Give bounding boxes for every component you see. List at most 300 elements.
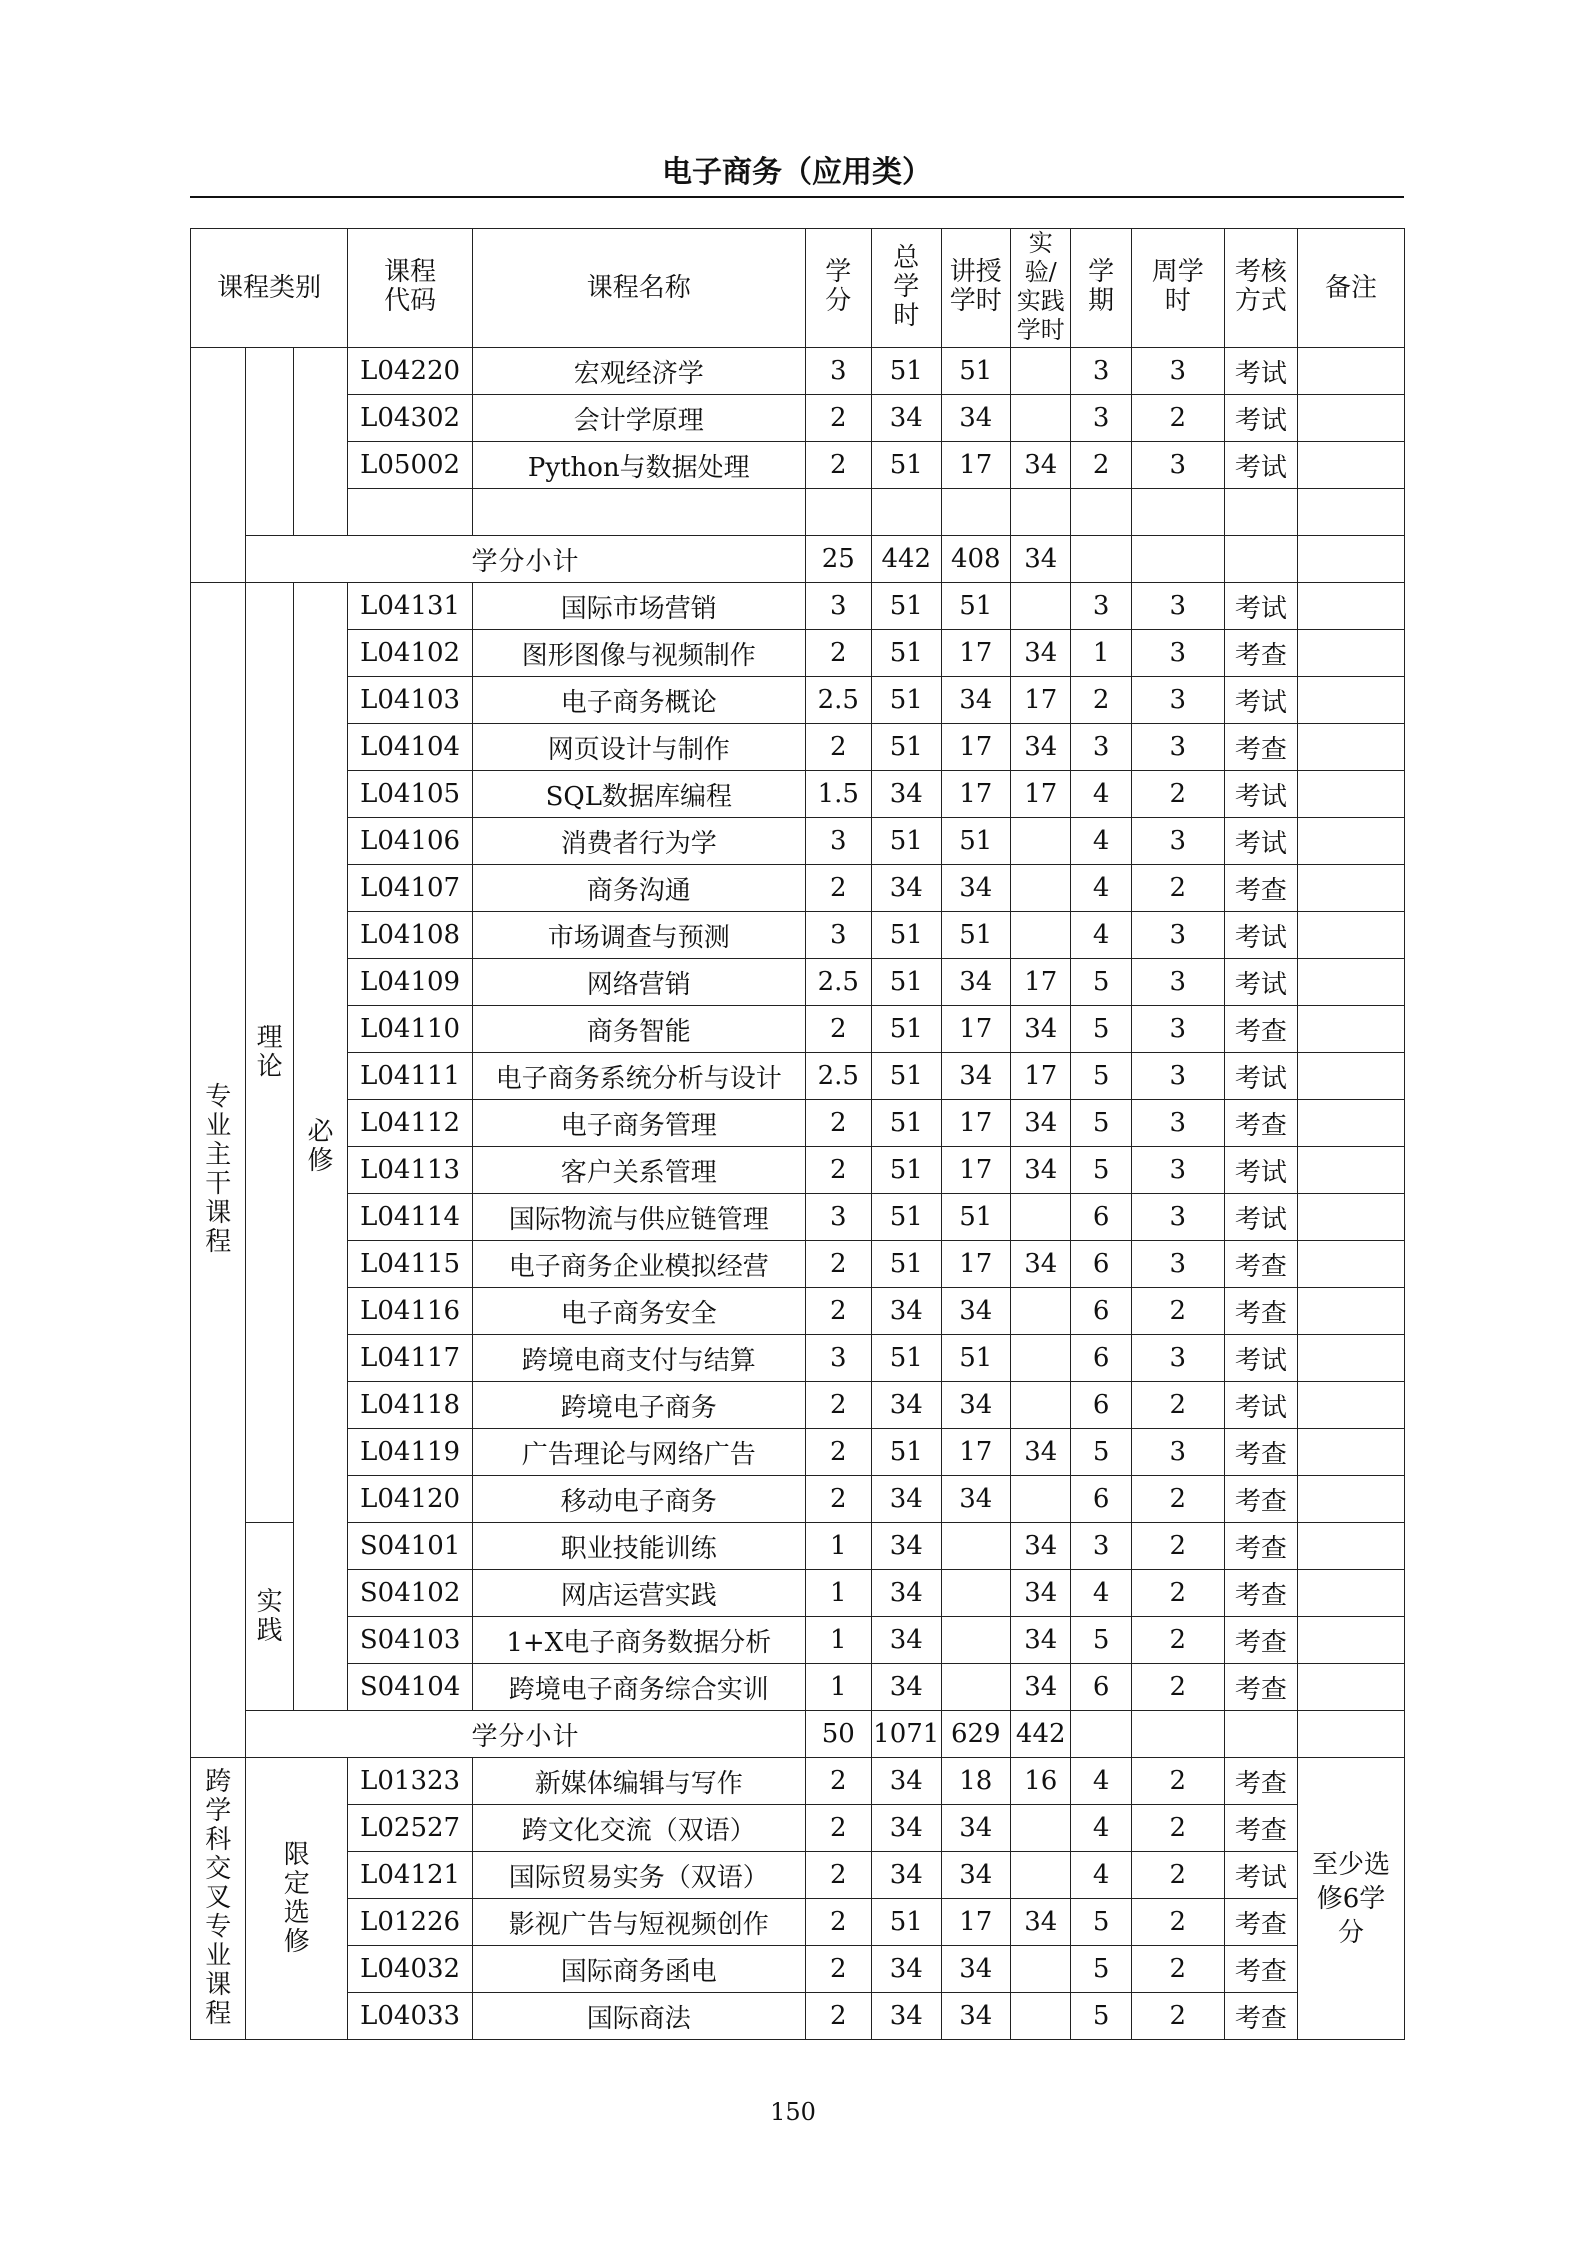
weekly-hours: 2 (1131, 1617, 1224, 1664)
course-name: 网页设计与制作 (473, 724, 805, 771)
table-row (191, 1100, 1405, 1147)
weekly-hours: 3 (1131, 818, 1224, 865)
table-row (191, 865, 1405, 912)
table-row (191, 442, 1405, 489)
lecture-hours: 17 (941, 724, 1011, 771)
course-code: L04121 (348, 1852, 473, 1899)
course-code: L04302 (348, 395, 473, 442)
course-code: L04110 (348, 1006, 473, 1053)
remark-cell (1298, 1053, 1405, 1100)
lab-hours (1011, 865, 1071, 912)
header-total-hours: 总学时 (872, 229, 942, 348)
lecture-hours: 34 (941, 1852, 1011, 1899)
course-name: 国际商务函电 (473, 1946, 805, 1993)
subtotal-credit: 50 (805, 1711, 871, 1758)
remark-cell (1298, 1476, 1405, 1523)
remark-cell (1298, 1570, 1405, 1617)
table-row (191, 1288, 1405, 1335)
credit: 2 (805, 1147, 871, 1194)
lab-hours (1011, 395, 1071, 442)
course-name: 会计学原理 (473, 395, 805, 442)
lecture-hours: 17 (941, 1100, 1011, 1147)
course-name: 跨境电子商务综合实训 (473, 1664, 805, 1711)
lab-hours: 17 (1011, 771, 1071, 818)
lecture-hours: 17 (941, 1241, 1011, 1288)
table-row (191, 1946, 1405, 1993)
header-category: 课程类别 (191, 229, 348, 348)
course-name: SQL数据库编程 (473, 771, 805, 818)
lab-hours (1011, 1993, 1071, 2040)
lab-hours: 34 (1011, 630, 1071, 677)
semester: 4 (1071, 1852, 1131, 1899)
course-name: 1+X电子商务数据分析 (473, 1617, 805, 1664)
semester: 6 (1071, 1382, 1131, 1429)
course-name: 网络营销 (473, 959, 805, 1006)
weekly-hours: 2 (1131, 1570, 1224, 1617)
course-code: L04105 (348, 771, 473, 818)
credit: 3 (805, 912, 871, 959)
lab-hours (1011, 818, 1071, 865)
subtotal-total-hours: 442 (872, 536, 942, 583)
course-code: L04102 (348, 630, 473, 677)
lab-hours (1011, 1335, 1071, 1382)
type-required: 必修 (293, 583, 347, 1711)
course-name: 移动电子商务 (473, 1476, 805, 1523)
total-hours: 51 (872, 912, 942, 959)
course-code: S04102 (348, 1570, 473, 1617)
semester: 6 (1071, 1335, 1131, 1382)
credit: 2 (805, 1100, 871, 1147)
table-row (191, 1523, 1405, 1570)
lecture-hours: 51 (941, 348, 1011, 395)
lab-hours (1011, 348, 1071, 395)
total-hours: 51 (872, 818, 942, 865)
subtotal-row (191, 536, 1405, 583)
subtotal-label: 学分小计 (246, 536, 805, 583)
exam-method: 考试 (1224, 1147, 1298, 1194)
total-hours: 51 (872, 442, 942, 489)
exam-method: 考查 (1224, 1617, 1298, 1664)
course-code: L04103 (348, 677, 473, 724)
exam-method: 考试 (1224, 1335, 1298, 1382)
credit: 2 (805, 395, 871, 442)
lab-hours (1011, 1382, 1071, 1429)
table-row (191, 724, 1405, 771)
total-hours: 34 (872, 395, 942, 442)
weekly-hours: 3 (1131, 1241, 1224, 1288)
credit: 2 (805, 1758, 871, 1805)
table-row (191, 1053, 1405, 1100)
semester: 5 (1071, 1147, 1131, 1194)
total-hours: 51 (872, 677, 942, 724)
table-row (191, 583, 1405, 630)
semester: 3 (1071, 348, 1131, 395)
weekly-hours: 2 (1131, 1805, 1224, 1852)
semester: 6 (1071, 1476, 1131, 1523)
semester: 5 (1071, 1429, 1131, 1476)
subcategory-cell (246, 348, 293, 536)
weekly-hours: 2 (1131, 1664, 1224, 1711)
lab-hours: 34 (1011, 1147, 1071, 1194)
course-code: L04104 (348, 724, 473, 771)
category-major-core: 专业主干课程 (191, 583, 246, 1758)
lab-hours: 34 (1011, 1664, 1071, 1711)
remark-cell (1298, 1288, 1405, 1335)
table-row (191, 1570, 1405, 1617)
credit: 2 (805, 1852, 871, 1899)
total-hours: 34 (872, 1993, 942, 2040)
remark-cell (1298, 724, 1405, 771)
weekly-hours: 3 (1131, 959, 1224, 1006)
credit: 2 (805, 1006, 871, 1053)
course-code: L04114 (348, 1194, 473, 1241)
course-code: L04119 (348, 1429, 473, 1476)
total-hours: 34 (872, 1523, 942, 1570)
weekly-hours: 3 (1131, 912, 1224, 959)
empty-cell (1131, 536, 1224, 583)
empty-cell (872, 489, 942, 536)
remark-cell (1298, 1664, 1405, 1711)
course-name: 电子商务安全 (473, 1288, 805, 1335)
course-code: L05002 (348, 442, 473, 489)
remark-cell (1298, 1147, 1405, 1194)
exam-method: 考查 (1224, 1805, 1298, 1852)
credit: 2 (805, 865, 871, 912)
credit: 2 (805, 1805, 871, 1852)
remark-cell (1298, 395, 1405, 442)
lecture-hours: 17 (941, 1147, 1011, 1194)
remark-cell (1298, 1241, 1405, 1288)
semester: 1 (1071, 630, 1131, 677)
lab-hours: 34 (1011, 1899, 1071, 1946)
exam-method: 考查 (1224, 724, 1298, 771)
exam-method: 考试 (1224, 818, 1298, 865)
header-name: 课程名称 (473, 229, 805, 348)
lecture-hours: 34 (941, 1993, 1011, 2040)
total-hours: 34 (872, 1946, 942, 1993)
semester: 5 (1071, 1006, 1131, 1053)
empty-cell (805, 489, 871, 536)
lab-hours (1011, 1946, 1071, 1993)
semester: 6 (1071, 1194, 1131, 1241)
credit: 3 (805, 1194, 871, 1241)
course-code: L04109 (348, 959, 473, 1006)
subtotal-total-hours: 1071 (872, 1711, 942, 1758)
course-code: L04111 (348, 1053, 473, 1100)
semester: 4 (1071, 771, 1131, 818)
total-hours: 34 (872, 771, 942, 818)
course-name: 国际市场营销 (473, 583, 805, 630)
header-exam: 考核方式 (1224, 229, 1298, 348)
lecture-hours: 34 (941, 395, 1011, 442)
remark-cell (1298, 630, 1405, 677)
remark-cell (1298, 771, 1405, 818)
exam-method: 考试 (1224, 583, 1298, 630)
semester: 5 (1071, 1100, 1131, 1147)
header-semester: 学期 (1071, 229, 1131, 348)
table-row (191, 1805, 1405, 1852)
total-hours: 34 (872, 1664, 942, 1711)
credit: 2 (805, 442, 871, 489)
course-name: 跨境电商支付与结算 (473, 1335, 805, 1382)
table-row (191, 395, 1405, 442)
course-name: 影视广告与短视频创作 (473, 1899, 805, 1946)
course-name: 网店运营实践 (473, 1570, 805, 1617)
empty-cell (1224, 489, 1298, 536)
weekly-hours: 3 (1131, 1006, 1224, 1053)
semester: 4 (1071, 1805, 1131, 1852)
credit: 2.5 (805, 959, 871, 1006)
remark-cell (1298, 1335, 1405, 1382)
table-row (191, 630, 1405, 677)
title-divider (190, 196, 1404, 198)
semester: 6 (1071, 1288, 1131, 1335)
semester: 5 (1071, 1899, 1131, 1946)
course-code: L01323 (348, 1758, 473, 1805)
lab-hours: 34 (1011, 1100, 1071, 1147)
exam-method: 考试 (1224, 442, 1298, 489)
total-hours: 51 (872, 348, 942, 395)
semester: 4 (1071, 818, 1131, 865)
course-name: 电子商务管理 (473, 1100, 805, 1147)
remark-cell (1298, 1100, 1405, 1147)
exam-method: 考试 (1224, 959, 1298, 1006)
table-row (191, 912, 1405, 959)
exam-method: 考试 (1224, 1382, 1298, 1429)
weekly-hours: 3 (1131, 1147, 1224, 1194)
exam-method: 考查 (1224, 1288, 1298, 1335)
total-hours: 34 (872, 1476, 942, 1523)
weekly-hours: 2 (1131, 771, 1224, 818)
lecture-hours (941, 1523, 1011, 1570)
weekly-hours: 2 (1131, 865, 1224, 912)
credit: 2 (805, 1382, 871, 1429)
course-code: S04101 (348, 1523, 473, 1570)
lab-hours (1011, 583, 1071, 630)
credit: 1 (805, 1617, 871, 1664)
exam-method: 考查 (1224, 1993, 1298, 2040)
weekly-hours: 3 (1131, 1429, 1224, 1476)
exam-method: 考查 (1224, 1570, 1298, 1617)
empty-cell (348, 489, 473, 536)
course-name: 图形图像与视频制作 (473, 630, 805, 677)
semester: 3 (1071, 724, 1131, 771)
weekly-hours: 2 (1131, 1946, 1224, 1993)
table-row (191, 959, 1405, 1006)
semester: 5 (1071, 1617, 1131, 1664)
course-code: L04120 (348, 1476, 473, 1523)
weekly-hours: 3 (1131, 677, 1224, 724)
weekly-hours: 3 (1131, 583, 1224, 630)
empty-cell (473, 489, 805, 536)
course-name: Python与数据处理 (473, 442, 805, 489)
lab-hours: 34 (1011, 1523, 1071, 1570)
credit: 2.5 (805, 1053, 871, 1100)
course-code: S04103 (348, 1617, 473, 1664)
empty-cell (1298, 1711, 1405, 1758)
lecture-hours: 17 (941, 771, 1011, 818)
empty-cell (1131, 1711, 1224, 1758)
weekly-hours: 3 (1131, 1335, 1224, 1382)
header-code: 课程代码 (348, 229, 473, 348)
credit: 2 (805, 630, 871, 677)
exam-method: 考试 (1224, 771, 1298, 818)
exam-method: 考查 (1224, 1241, 1298, 1288)
total-hours: 34 (872, 1758, 942, 1805)
subtotal-row (191, 1711, 1405, 1758)
total-hours: 51 (872, 724, 942, 771)
total-hours: 51 (872, 1053, 942, 1100)
lab-hours (1011, 912, 1071, 959)
lab-hours (1011, 1288, 1071, 1335)
total-hours: 51 (872, 1429, 942, 1476)
remark-cell (1298, 865, 1405, 912)
course-name: 国际物流与供应链管理 (473, 1194, 805, 1241)
course-code: L04116 (348, 1288, 473, 1335)
credit: 2.5 (805, 677, 871, 724)
lecture-hours: 17 (941, 442, 1011, 489)
total-hours: 34 (872, 1852, 942, 1899)
semester: 5 (1071, 1053, 1131, 1100)
page-number: 150 (770, 2098, 816, 2126)
lab-hours: 34 (1011, 1241, 1071, 1288)
course-name: 商务智能 (473, 1006, 805, 1053)
weekly-hours: 2 (1131, 1899, 1224, 1946)
exam-method: 考查 (1224, 1476, 1298, 1523)
course-code: L04033 (348, 1993, 473, 2040)
exam-method: 考查 (1224, 1006, 1298, 1053)
semester: 6 (1071, 1241, 1131, 1288)
semester: 4 (1071, 912, 1131, 959)
course-code: L04118 (348, 1382, 473, 1429)
remark-cell (1298, 583, 1405, 630)
type-restricted-elective: 限定选修 (246, 1758, 348, 2040)
subtotal-lecture-hours: 629 (941, 1711, 1011, 1758)
credit: 3 (805, 1335, 871, 1382)
subcategory-theory: 理论 (246, 583, 293, 1523)
exam-method: 考查 (1224, 1523, 1298, 1570)
total-hours: 34 (872, 1570, 942, 1617)
lecture-hours: 17 (941, 1899, 1011, 1946)
remark-cell (1298, 1617, 1405, 1664)
header-weekly-hours: 周学时 (1131, 229, 1224, 348)
subtotal-label: 学分小计 (246, 1711, 805, 1758)
course-name: 新媒体编辑与写作 (473, 1758, 805, 1805)
credit: 1 (805, 1523, 871, 1570)
remark-cell (1298, 912, 1405, 959)
credit: 2 (805, 1946, 871, 1993)
table-row (191, 1617, 1405, 1664)
course-name: 职业技能训练 (473, 1523, 805, 1570)
credit: 2 (805, 724, 871, 771)
weekly-hours: 3 (1131, 1053, 1224, 1100)
course-code: L04117 (348, 1335, 473, 1382)
exam-method: 考试 (1224, 1852, 1298, 1899)
exam-method: 考查 (1224, 1100, 1298, 1147)
weekly-hours: 3 (1131, 724, 1224, 771)
lecture-hours: 34 (941, 1382, 1011, 1429)
course-name: 跨境电子商务 (473, 1382, 805, 1429)
remark-cell (1298, 442, 1405, 489)
remark-cell (1298, 677, 1405, 724)
exam-method: 考查 (1224, 1429, 1298, 1476)
total-hours: 34 (872, 1288, 942, 1335)
course-code: L04220 (348, 348, 473, 395)
course-code: L04032 (348, 1946, 473, 1993)
subtotal-lecture-hours: 408 (941, 536, 1011, 583)
lab-hours: 34 (1011, 1617, 1071, 1664)
course-name: 广告理论与网络广告 (473, 1429, 805, 1476)
lecture-hours: 18 (941, 1758, 1011, 1805)
credit: 3 (805, 818, 871, 865)
total-hours: 34 (872, 865, 942, 912)
total-hours: 34 (872, 1382, 942, 1429)
header-lecture-hours: 讲授学时 (941, 229, 1011, 348)
type-cell (293, 348, 347, 536)
course-name: 国际商法 (473, 1993, 805, 2040)
total-hours: 34 (872, 1617, 942, 1664)
total-hours: 51 (872, 1100, 942, 1147)
lecture-hours: 51 (941, 1194, 1011, 1241)
credit: 1.5 (805, 771, 871, 818)
empty-cell (1071, 536, 1131, 583)
lecture-hours: 51 (941, 583, 1011, 630)
lab-hours: 17 (1011, 677, 1071, 724)
remark-min-credits: 至少选修6学分 (1298, 1758, 1405, 2040)
credit: 2 (805, 1288, 871, 1335)
lab-hours: 34 (1011, 1429, 1071, 1476)
table-row-empty (191, 489, 1405, 536)
remark-cell (1298, 1382, 1405, 1429)
page-title: 电子商务（应用类） (662, 155, 932, 190)
exam-method: 考查 (1224, 630, 1298, 677)
credit: 3 (805, 583, 871, 630)
remark-cell (1298, 348, 1405, 395)
total-hours: 51 (872, 1335, 942, 1382)
lecture-hours: 34 (941, 959, 1011, 1006)
course-name: 国际贸易实务（双语） (473, 1852, 805, 1899)
table-row (191, 1194, 1405, 1241)
credit: 1 (805, 1664, 871, 1711)
semester: 6 (1071, 1664, 1131, 1711)
weekly-hours: 3 (1131, 348, 1224, 395)
subtotal-lab-hours: 442 (1011, 1711, 1071, 1758)
table-row (191, 1147, 1405, 1194)
credit: 2 (805, 1993, 871, 2040)
header-remark: 备注 (1298, 229, 1405, 348)
semester: 5 (1071, 959, 1131, 1006)
lab-hours (1011, 1476, 1071, 1523)
course-name: 电子商务系统分析与设计 (473, 1053, 805, 1100)
table-row (191, 818, 1405, 865)
course-name: 电子商务概论 (473, 677, 805, 724)
lab-hours: 17 (1011, 1053, 1071, 1100)
course-code: L04112 (348, 1100, 473, 1147)
lab-hours (1011, 1852, 1071, 1899)
total-hours: 51 (872, 1006, 942, 1053)
lecture-hours: 51 (941, 912, 1011, 959)
subcategory-practice: 实践 (246, 1523, 293, 1711)
course-table (190, 228, 1405, 2040)
empty-cell (1131, 489, 1224, 536)
course-code: L04113 (348, 1147, 473, 1194)
remark-cell (1298, 1194, 1405, 1241)
exam-method: 考试 (1224, 395, 1298, 442)
weekly-hours: 3 (1131, 630, 1224, 677)
lab-hours: 34 (1011, 1570, 1071, 1617)
remark-cell (1298, 818, 1405, 865)
semester: 3 (1071, 583, 1131, 630)
